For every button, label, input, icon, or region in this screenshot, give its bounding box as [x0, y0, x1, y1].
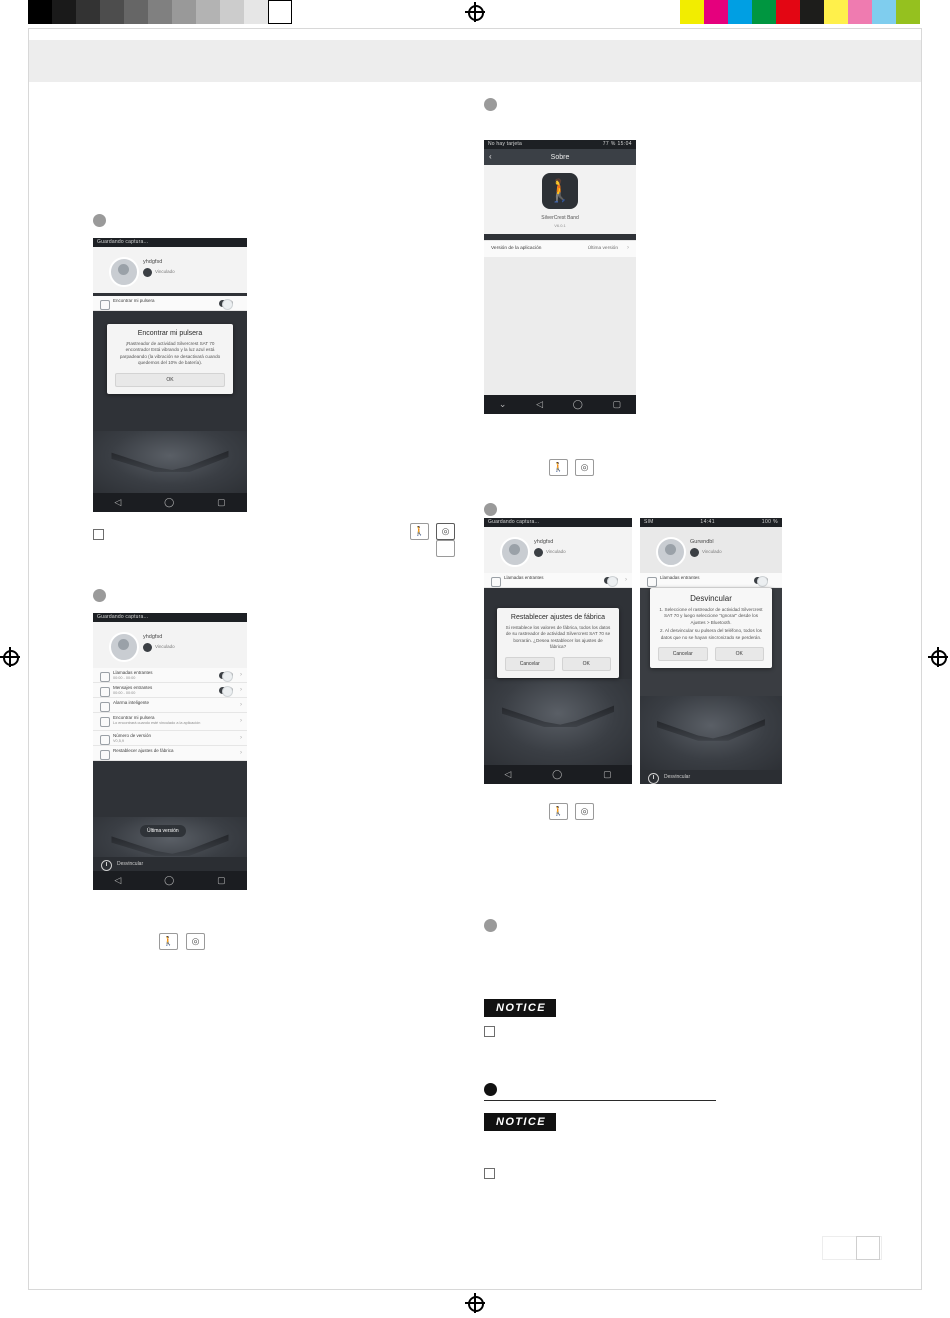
bullet-right-4 — [484, 1083, 497, 1096]
chevron-right-icon: › — [240, 686, 242, 693]
back-nav-icon[interactable]: ◁ — [114, 875, 122, 885]
band-badge-icon — [143, 643, 152, 652]
chevron-right-icon: › — [240, 701, 242, 708]
toggle-switch[interactable] — [754, 577, 768, 584]
dialog-cancel-button[interactable]: Cancelar — [505, 657, 555, 671]
status-left: SIM — [644, 519, 654, 525]
chevron-right-icon: › — [240, 749, 242, 756]
dialog-body-1: 1. Seleccione el rastreador de actividad Silvercrest SAT 70 y luego seleccione "Ignorar" desde los Ajustes > Bluetooth. — [659, 607, 763, 625]
home-nav-icon[interactable]: ◯ — [164, 875, 175, 885]
app-bar — [484, 149, 636, 165]
profile-status: Vinculado — [155, 269, 175, 274]
band-badge-icon — [143, 268, 152, 277]
profile-name: yhdgfsd — [534, 539, 554, 545]
phone-icon — [100, 672, 110, 682]
dialog-title: Encontrar mi pulsera — [137, 330, 203, 337]
page-number-box — [856, 1236, 880, 1260]
list-item-factory-reset[interactable] — [93, 746, 247, 761]
status-right: 77 % 15:04 — [602, 141, 632, 147]
profile-header — [93, 622, 247, 668]
app-icon: 🚶 — [542, 173, 578, 209]
list-item-find-band[interactable] — [93, 713, 247, 731]
list-item[interactable] — [93, 296, 247, 311]
status-left: Guardando captura... — [488, 519, 540, 525]
home-nav-icon[interactable]: ◯ — [572, 399, 583, 409]
collapse-nav-icon[interactable]: ⌄ — [498, 399, 507, 409]
recents-nav-icon[interactable]: ▢ — [612, 399, 622, 409]
label-sub: V0,5,9 — [113, 738, 124, 743]
status-bar — [484, 518, 632, 527]
status-right: 100 % — [761, 519, 778, 525]
list-item-messages[interactable] — [93, 683, 247, 698]
search-icon — [100, 717, 110, 727]
bullet-find-band — [93, 214, 106, 227]
dialog-body-2: 2. Al desvincular su pulsera del teléfono, todos los datos que no se hayan sincronizado se perderán. — [660, 628, 762, 640]
walk-pictogram-icon: 🚶 — [410, 523, 429, 540]
chevron-right-icon: › — [240, 671, 242, 678]
toggle-switch[interactable] — [604, 577, 618, 584]
profile-status: Vinculado — [702, 549, 722, 554]
app-version: V6.0.1 — [554, 223, 566, 228]
chevron-right-icon: › — [625, 576, 627, 583]
latest-version-tooltip: Última versión — [140, 825, 186, 837]
power-icon — [648, 773, 659, 784]
status-bar — [484, 140, 636, 149]
band-badge-icon — [690, 548, 699, 557]
profile-header — [640, 527, 782, 573]
profile-meta — [546, 549, 566, 555]
power-icon — [101, 860, 112, 871]
square-bullet-right-1 — [484, 1026, 495, 1037]
avatar — [656, 537, 686, 567]
notice-banner-1 — [484, 999, 556, 1017]
back-icon[interactable]: ‹ — [489, 152, 492, 161]
bullet-settings-list — [93, 589, 106, 602]
unlink-row[interactable] — [640, 770, 782, 784]
recents-nav-icon[interactable]: ▢ — [217, 875, 226, 885]
status-bar — [93, 613, 247, 622]
horizontal-rule — [484, 1100, 716, 1101]
grayscale-calibration-strip — [28, 0, 292, 24]
camera-pictogram-icon: ◎ — [186, 933, 205, 950]
profile-name: yhdgfsd — [143, 634, 163, 640]
unlink-label: Desvincular — [117, 861, 144, 867]
screenshot-settings-list — [93, 613, 247, 890]
band-photo — [640, 696, 782, 770]
square-bullet-right-2 — [484, 1168, 495, 1179]
unlink-row[interactable] — [93, 857, 247, 871]
label-sub: 00:00 - 00:00 — [113, 690, 136, 695]
about-hero — [484, 165, 636, 234]
list-item-calls[interactable] — [484, 573, 632, 588]
list-item-label — [113, 670, 153, 681]
profile-header — [93, 247, 247, 293]
screenshot-about — [484, 140, 636, 414]
list-item-label: Restablecer ajustes de fábrica — [113, 748, 174, 753]
dialog-ok-button[interactable]: OK — [115, 373, 225, 387]
profile-meta — [155, 644, 175, 650]
walk-pictogram-icon: 🚶 — [549, 459, 568, 476]
status-left: Guardando captura... — [97, 614, 149, 620]
profile-status: Vinculado — [155, 644, 175, 649]
status-bar — [640, 518, 782, 527]
list-item-label: Llamadas entrantes — [660, 575, 700, 580]
camera-pictogram-icon: ◎ — [575, 459, 594, 476]
avatar — [109, 632, 139, 662]
dialog-body: Si restablece los valores de fábrica, todos los datos de su rastreador de actividad Silvercrest SAT 70 se borrarán. ¿Desea restablecer los ajustes de fábrica? — [505, 625, 611, 650]
screenshot-unlink — [640, 518, 782, 784]
list-item-value: Última versión — [587, 246, 618, 251]
android-navigation-bar — [484, 395, 636, 414]
band-badge-icon — [534, 548, 543, 557]
avatar — [500, 537, 530, 567]
version-icon — [100, 735, 110, 745]
recents-nav-icon[interactable]: ▢ — [603, 769, 612, 779]
label-sub: 00:00 - 00:00 — [113, 675, 136, 680]
label-text: Mensajes entrantes — [113, 685, 153, 690]
status-bar — [93, 238, 247, 247]
about-empty-area — [484, 257, 636, 395]
walk-pictogram-icon: 🚶 — [159, 933, 178, 950]
profile-status: Vinculado — [546, 549, 566, 554]
band-photo — [93, 431, 247, 493]
toggle-switch[interactable] — [219, 300, 233, 307]
profile-name: Gurwndbl — [690, 539, 714, 545]
chevron-right-icon: › — [240, 734, 242, 741]
unlink-dialog — [650, 588, 772, 668]
label-text: Encontrar mi pulsera — [113, 715, 155, 720]
profile-name: yhdgfsd — [143, 259, 163, 265]
color-calibration-strip — [680, 0, 920, 24]
registration-mark-top — [465, 2, 485, 22]
list-item-label: Alarma inteligente — [113, 700, 150, 705]
android-navigation-bar — [484, 765, 632, 784]
back-nav-icon[interactable]: ◁ — [536, 399, 544, 409]
square-bullet-left-1 — [93, 529, 104, 540]
phone-icon — [491, 577, 501, 587]
list-item-calls[interactable] — [93, 668, 247, 683]
profile-header — [484, 527, 632, 573]
recents-nav-icon[interactable]: ▢ — [217, 497, 226, 507]
label-text: Número de versión — [113, 733, 152, 738]
back-nav-icon[interactable]: ◁ — [114, 497, 122, 507]
back-nav-icon[interactable]: ◁ — [504, 769, 512, 779]
list-item-calls[interactable] — [640, 573, 782, 588]
blank-pictogram-icon — [436, 540, 455, 557]
avatar — [109, 257, 139, 287]
registration-mark-left — [0, 647, 20, 667]
android-navigation-bar — [93, 871, 247, 890]
list-item-label — [113, 685, 152, 696]
app-bar-title: Sobre — [550, 153, 570, 161]
label-sub: Lo encontrará cuando esté vinculado a la aplicación — [113, 720, 201, 725]
list-item-label: Versión de la aplicación — [491, 246, 542, 251]
walk-pictogram-icon: 🚶 — [549, 803, 568, 820]
home-nav-icon[interactable]: ◯ — [552, 769, 563, 779]
home-nav-icon[interactable]: ◯ — [164, 497, 175, 507]
reset-icon — [100, 750, 110, 760]
status-left: No hay tarjeta — [488, 141, 522, 147]
dialog-title: Desvincular — [690, 594, 732, 603]
notice-label: NOTICE — [496, 1002, 546, 1014]
camera-pictogram-icon: ◎ — [575, 803, 594, 820]
profile-meta — [702, 549, 722, 555]
page-header-band — [29, 40, 921, 82]
band-photo — [484, 679, 632, 765]
app-name: SilverCrest Band — [541, 215, 579, 221]
notice-label: NOTICE — [496, 1116, 546, 1128]
screenshot-find-my-band — [93, 238, 247, 512]
label-text: Llamadas entrantes — [113, 670, 153, 675]
camera-pictogram-icon: ◎ — [436, 523, 455, 540]
list-item-label: Llamadas entrantes — [504, 575, 544, 580]
profile-meta — [155, 269, 175, 275]
alarm-icon — [100, 702, 110, 712]
dialog-cancel-button[interactable]: Cancelar — [658, 647, 708, 661]
dialog-ok-button[interactable]: OK — [715, 647, 765, 661]
notice-banner-2 — [484, 1113, 556, 1131]
chevron-right-icon: › — [240, 718, 242, 724]
message-icon — [100, 687, 110, 697]
dialog-ok-button[interactable]: OK — [562, 657, 612, 671]
registration-mark-right — [928, 647, 948, 667]
factory-reset-dialog — [497, 608, 619, 678]
registration-mark-bottom — [465, 1293, 485, 1313]
list-item-label: Encontrar mi pulsera — [113, 298, 155, 303]
list-item-label — [113, 733, 151, 744]
phone-icon — [647, 577, 657, 587]
list-item-version[interactable] — [93, 731, 247, 746]
find-band-dialog — [107, 324, 233, 394]
chevron-right-icon: › — [627, 245, 629, 251]
list-item-label — [113, 715, 200, 726]
bullet-about — [484, 98, 497, 111]
search-icon — [100, 300, 110, 310]
android-navigation-bar — [93, 493, 247, 512]
dialog-title: Restablecer ajustes de fábrica — [510, 614, 606, 621]
unlink-label: Desvincular — [664, 774, 691, 780]
status-center: 14:41 — [700, 519, 715, 525]
list-item-smart-alarm[interactable] — [93, 698, 247, 713]
bullet-factory-reset — [484, 503, 497, 516]
status-left: Guardando captura... — [97, 239, 149, 245]
toggle-switch[interactable] — [219, 672, 233, 679]
dialog-body: ¡Rastreador de actividad Silvercrest SAT 70 encontrado! Está vibrando y la luz azul está parpadeando (la vibración se desactivará cuando quedemos del 10% de batería). — [119, 341, 221, 366]
bullet-right-3 — [484, 919, 497, 932]
screenshot-factory-reset — [484, 518, 632, 784]
toggle-switch[interactable] — [219, 687, 233, 694]
